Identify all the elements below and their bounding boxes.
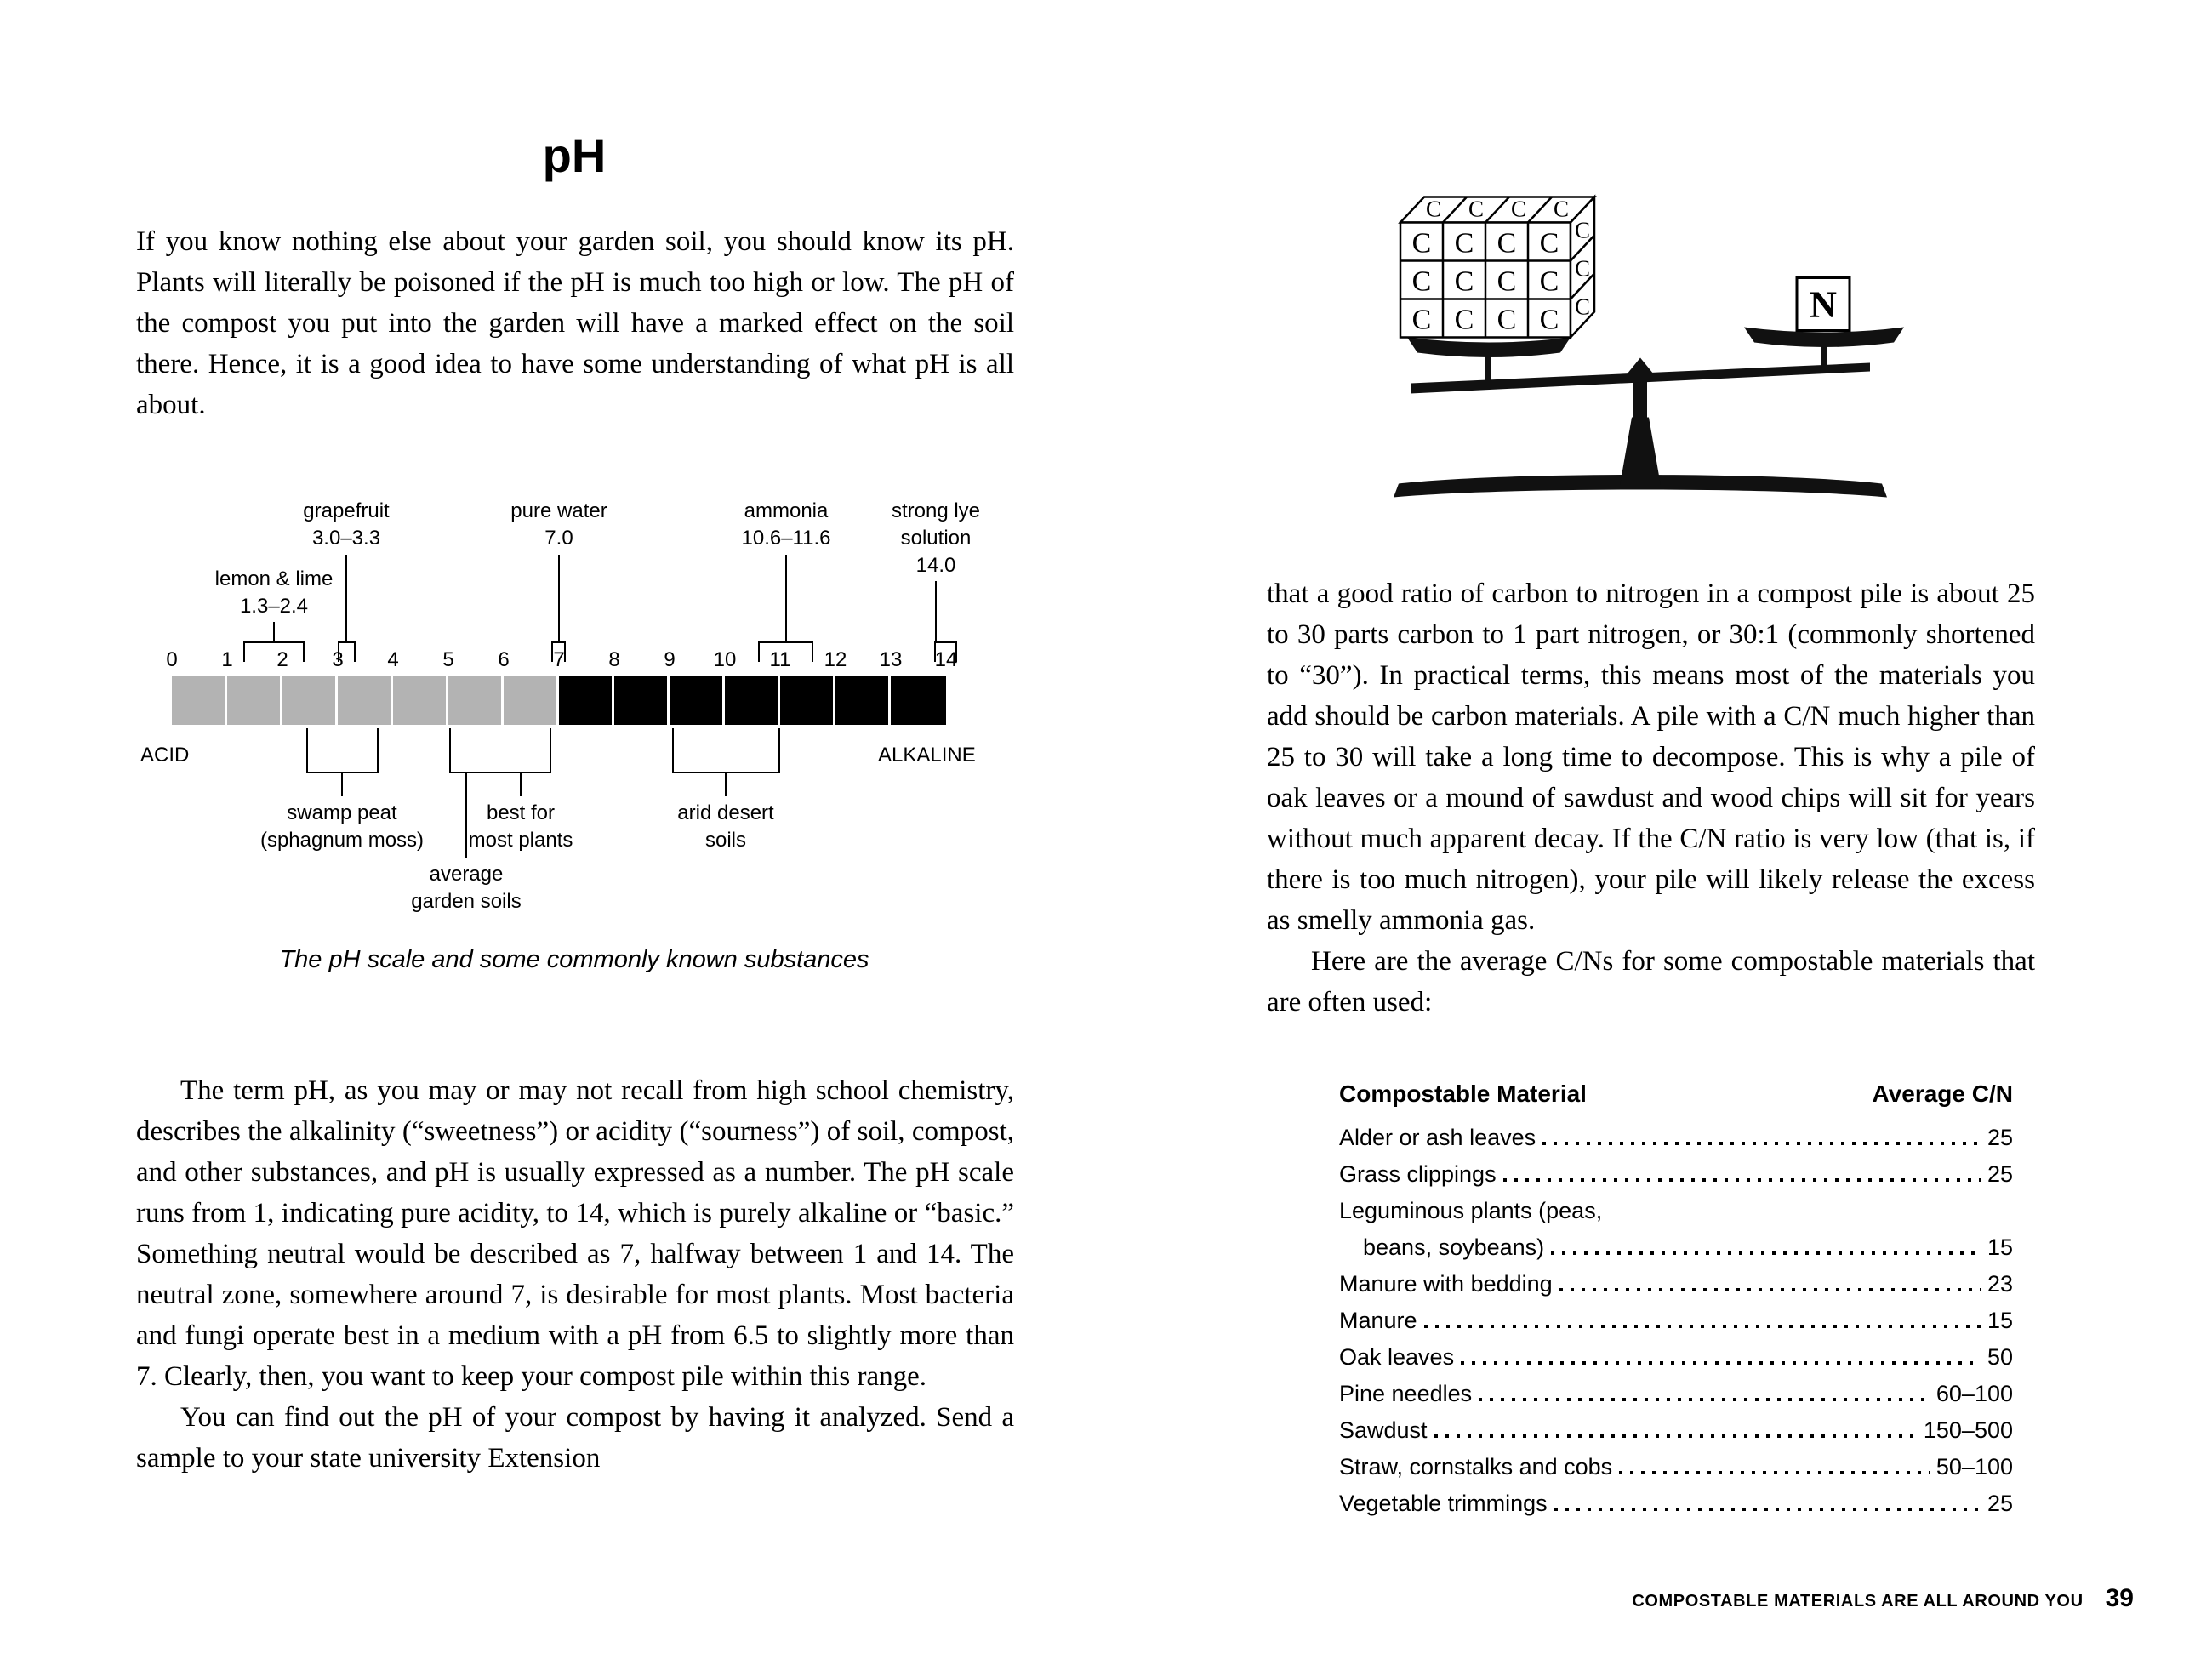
svg-text:C: C	[1454, 227, 1474, 259]
callout-arid-desert	[677, 800, 773, 854]
callout-strong-lye	[868, 498, 1004, 579]
ph-number: 9	[664, 648, 676, 671]
ph-number: 14	[934, 648, 958, 671]
ph-color-bar	[172, 676, 946, 725]
table-header	[1339, 1080, 2013, 1108]
ph-number: 12	[824, 648, 847, 671]
table-row: Pine needles 60–100	[1339, 1381, 2013, 1406]
table-row: Leguminous plants (peas,	[1339, 1198, 1603, 1223]
ph-number: 10	[713, 648, 737, 671]
ph-number: 0	[166, 648, 178, 671]
left-body-text	[136, 1070, 1014, 1479]
callout-connector	[345, 555, 347, 641]
svg-text:C: C	[1454, 304, 1474, 336]
callout-range: 14.0	[915, 554, 956, 577]
table-row: Vegetable trimmings 25	[1339, 1491, 2013, 1516]
ph-segment-acid	[504, 676, 559, 725]
callout-connector	[725, 773, 727, 796]
svg-text:C: C	[1539, 227, 1559, 259]
figure-caption: The pH scale and some commonly known substances	[279, 946, 869, 973]
ph-number: 6	[498, 648, 510, 671]
svg-text:C: C	[1425, 196, 1442, 222]
callout-name: strong lye solution	[891, 499, 981, 550]
table-header-cn: Average C/N	[1872, 1080, 2013, 1107]
ph-number: 4	[387, 648, 399, 671]
left-pan	[1407, 338, 1571, 358]
ph-segment-acid	[393, 676, 448, 725]
callout-connector	[935, 581, 937, 641]
callout-average-garden-soils	[411, 861, 521, 915]
callout-range: 10.6–11.6	[741, 527, 831, 550]
page-number: 39	[2105, 1584, 2134, 1612]
ph-number: 8	[608, 648, 620, 671]
callout-ammonia	[742, 498, 831, 552]
body-paragraph: Here are the average C/Ns for some compostable materials that are often used:	[1267, 946, 2035, 1018]
svg-text:C: C	[1539, 265, 1559, 298]
table-row: Grass clippings 25	[1339, 1161, 2013, 1187]
acid-label: ACID	[140, 744, 190, 767]
callout-name: grapefruit	[303, 499, 390, 522]
ph-scale-diagram	[136, 493, 1021, 940]
dot-leader	[1554, 1508, 1981, 1511]
callout-name: pure water	[510, 499, 607, 522]
callout-connector	[341, 773, 343, 796]
ph-segment-alkaline	[835, 676, 891, 725]
callout-line: swamp peat	[287, 801, 397, 824]
callout-name: ammonia	[744, 499, 829, 522]
balance-column	[1633, 372, 1647, 482]
ph-segment-alkaline	[559, 676, 614, 725]
table-row: Manure with bedding 23	[1339, 1271, 2013, 1297]
alkaline-label: ALKALINE	[878, 744, 976, 767]
callout-connector	[785, 555, 787, 641]
dot-leader	[1503, 1178, 1981, 1182]
svg-text:C: C	[1574, 255, 1591, 282]
body-paragraph: that a good ratio of carbon to nitrogen in a compost pile is about 25 to 30 parts carbon to 1 part nitrogen, or 30:1 (commonly shortened to “30”). In practical terms, this means most of the materials you add should be carbon materials. A pile with a C/N much higher than 25 to 30 will take a long time to decompose. This is why a pile of oak leaves or a mound of sawdust and wood chips will sit for years without much apparent decay. If the C/N ratio is very low (that is, if there is too much nitrogen), your pile will likely release the excess as smelly ammonia gas.	[1267, 579, 2035, 936]
svg-text:C: C	[1553, 196, 1570, 222]
svg-text:C: C	[1468, 196, 1485, 222]
dot-leader	[1434, 1434, 1917, 1438]
table-row: beans, soybeans) 15	[1363, 1234, 2013, 1260]
table-row: Sawdust 150–500	[1339, 1417, 2013, 1443]
table-header-material: Compostable Material	[1339, 1080, 1587, 1107]
ph-number: 2	[276, 648, 288, 671]
dot-leader	[1424, 1325, 1981, 1328]
balance-scale-svg	[1351, 155, 1930, 521]
balance-scale-illustration	[1351, 155, 1930, 521]
intro-paragraph: If you know nothing else about your garden soil, you should know its pH. Plants will literally be poisoned if the pH is much too high or low. The pH of the compost you put into the garden will have a marked effect on the soil there. Hence, it is a good idea to have some understanding of what pH is all about.	[136, 226, 1014, 420]
svg-text:C: C	[1411, 227, 1432, 259]
range-bracket	[672, 728, 780, 773]
callout-name: lemon & lime	[214, 567, 334, 590]
page-title: pH	[542, 128, 607, 182]
svg-text:C: C	[1539, 304, 1559, 336]
ph-number: 3	[332, 648, 344, 671]
callout-connector	[558, 555, 560, 641]
svg-text:N: N	[1810, 283, 1837, 326]
ph-number: 5	[442, 648, 454, 671]
left-pan-stem	[1485, 353, 1491, 387]
svg-text:C: C	[1454, 265, 1474, 298]
callout-swamp-peat	[260, 800, 424, 854]
table-row: Oak leaves 50	[1339, 1344, 2013, 1370]
ph-segment-acid	[282, 676, 338, 725]
callout-range: 3.0–3.3	[311, 527, 381, 550]
callout-grapefruit	[303, 498, 389, 552]
ph-segment-acid	[227, 676, 282, 725]
nitrogen-block	[1797, 278, 1850, 331]
cn-ratio-table	[1339, 1080, 2013, 1522]
dot-leader	[1559, 1288, 1981, 1291]
ph-number: 13	[879, 648, 903, 671]
callout-best-for-plants	[469, 800, 573, 854]
callout-line: best for	[486, 801, 556, 824]
right-body-text	[1267, 573, 2035, 1023]
svg-text:C: C	[1411, 265, 1432, 298]
page-footer	[1632, 1584, 2134, 1613]
svg-text:C: C	[1574, 217, 1591, 243]
ph-number: 11	[769, 648, 791, 671]
dot-leader	[1479, 1398, 1930, 1401]
callout-line: (sphagnum moss)	[259, 829, 425, 852]
ph-segment-acid	[338, 676, 393, 725]
ph-segment-acid	[172, 676, 227, 725]
dot-leader	[1551, 1251, 1981, 1255]
svg-text:C: C	[1497, 304, 1517, 336]
ph-segment-alkaline	[891, 676, 946, 725]
callout-line: garden soils	[411, 890, 522, 913]
callout-line: average	[429, 863, 504, 886]
ph-segment-alkaline	[670, 676, 725, 725]
table-row: Manure 15	[1339, 1308, 2013, 1333]
svg-text:C: C	[1574, 294, 1591, 320]
range-bracket	[243, 641, 305, 662]
dot-leader	[1461, 1361, 1981, 1365]
callout-lemon-lime	[215, 566, 334, 620]
callout-connector	[273, 622, 275, 641]
range-bracket	[306, 728, 379, 773]
callout-connector	[465, 773, 467, 858]
ph-segment-alkaline	[725, 676, 780, 725]
callout-range: 7.0	[544, 527, 573, 550]
range-bracket	[449, 728, 551, 773]
dot-leader	[1542, 1142, 1981, 1145]
svg-text:C: C	[1497, 265, 1517, 298]
ph-segment-alkaline	[780, 676, 835, 725]
body-paragraph: The term pH, as you may or may not recall from high school chemistry, describes the alkalinity (“sweetness”) or acidity (“sourness”) of soil, compost, and other substances, and pH is usually expressed as a number. The pH scale runs from 1, indicating pure acidity, to 14, which is purely alkaline or “basic.” Something neutral would be described as 7, halfway between 1 and 14. The neutral zone, somewhere around 7, is desirable for most plants. Most bacteria and fungi operate best in a medium with a pH from 6.5 to slightly more than 7. Clearly, then, you want to keep your compost pile within this range.	[136, 1075, 1014, 1392]
callout-pure-water	[510, 498, 607, 552]
callout-connector	[520, 773, 522, 796]
ph-segment-acid	[448, 676, 504, 725]
svg-text:C: C	[1411, 304, 1432, 336]
callout-line: arid desert	[677, 801, 774, 824]
ph-segment-alkaline	[614, 676, 670, 725]
body-paragraph: You can find out the pH of your compost by having it analyzed. Send a sample to your state university Extension	[136, 1402, 1014, 1474]
running-head: COMPOSTABLE MATERIALS ARE ALL AROUND YOU	[1632, 1592, 2084, 1611]
ph-number: 7	[553, 648, 565, 671]
svg-text:C: C	[1497, 227, 1517, 259]
table-row: Straw, cornstalks and cobs 50–100	[1339, 1454, 2013, 1479]
callout-range: 1.3–2.4	[239, 595, 309, 618]
callout-line: soils	[704, 829, 747, 852]
callout-line: most plants	[468, 829, 573, 852]
ph-number: 1	[221, 648, 233, 671]
svg-text:C: C	[1510, 196, 1527, 222]
dot-leader	[1619, 1471, 1930, 1474]
table-row: Alder or ash leaves 25	[1339, 1125, 2013, 1150]
